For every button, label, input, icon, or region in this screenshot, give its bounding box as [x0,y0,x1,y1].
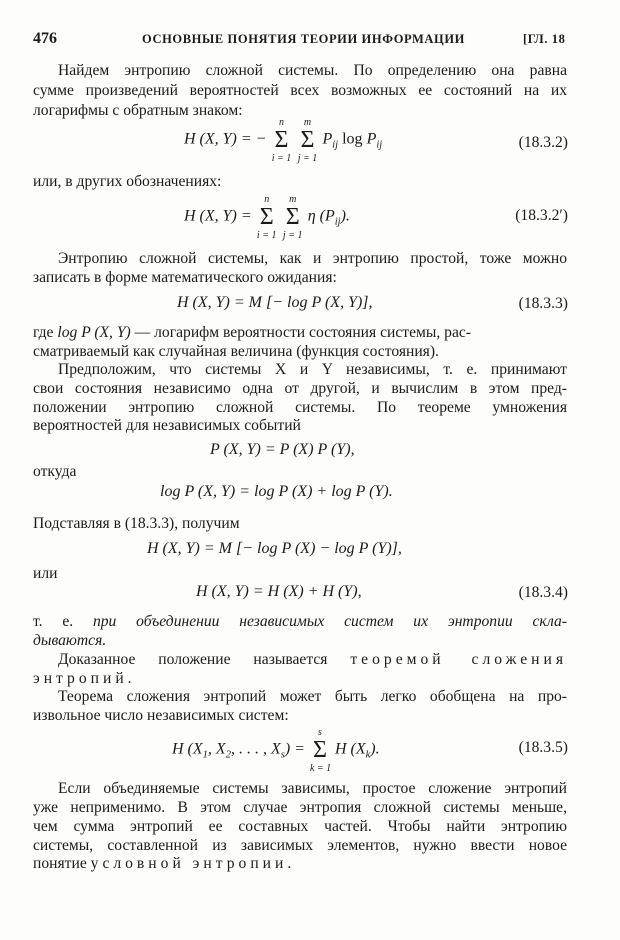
paragraph-12-line-4: системы, составленной из зависимых элементов, нужно ввести новое [33,837,567,854]
equation-18-3-5: H ($X_1$, $X_2$, . . . , $X_s$) = s Σ k = 1 H $(X_k)$. [172,727,380,774]
paragraph-5-line-1: Предположим, что системы X и Y независимы, т. е. принимают [58,361,567,378]
equation-18-3-4: H (X, Y) = H (X) + H (Y), [196,583,362,600]
paragraph-4-line-2: сматриваемый как случайная величина (функция состояния). [33,343,439,360]
running-title: ОСНОВНЫЕ ПОНЯТИЯ ТЕОРИИ ИНФОРМАЦИИ [142,32,466,46]
paragraph-2-line-1: или, в других обозначениях: [33,173,222,190]
paragraph-12-line-1: Если объединяемые системы зависимы, простое сложение энтропий [58,780,567,797]
paragraph-9-line-2: дываются. [33,632,107,649]
paragraph-4-line-1: где log P (X, Y) — логарифм вероятности состояния системы, рас- [33,324,471,341]
equation-18-3-2: H (X, Y) = − n Σ i = 1 m Σ j = 1 $P_{ij}$ $\log P_{ij}$ [184,117,383,164]
paragraph-5-line-3: положении энтропию сложной системы. По теореме умножения [33,399,567,416]
equation-number-18-3-4: (18.3.4) [518,584,568,601]
paragraph-9-line-1: т. е. при объединении независимых систем их энтропии скла- [33,613,567,630]
paragraph-6-line-1: откуда [33,463,77,480]
log-p-expression: log P (X, Y) [57,324,131,341]
equation-18-3-3: H (X, Y) = M [− log P (X, Y)], [177,294,373,311]
paragraph-12-line-5: понятие условной энтропии. [33,855,296,872]
paragraph-1-line-2: сумме произведений вероятностей всех возможных ее состояний на их [33,82,567,99]
eq1-sum-j: m Σ j = 1 [297,117,318,164]
paragraph-5-line-4: вероятностей для независимых событий [33,417,301,434]
paragraph-12-line-2: уже неприменимо. В этом случае энтропия сложной системы меньше, [33,799,567,816]
chapter-label: [ГЛ. 18 [523,32,566,46]
equation-number-18-3-3: (18.3.3) [518,295,568,312]
paragraph-10-line-1: Доказанное положение называется теоремой сложения [58,651,567,668]
paragraph-7-line-1: Подставляя в (18.3.3), получим [33,515,240,532]
equation-expectation: H (X, Y) = M [− log P (X) − log P (Y)], [147,540,402,557]
conditional-entropy-term: условной энтропии. [90,855,296,872]
equation-number-18-3-2-prime: (18.3.2′) [515,207,568,224]
equation-product-rule: P (X, Y) = P (X) P (Y), [210,441,355,458]
page-number: 476 [33,30,57,47]
paragraph-3-line-2: записать в форме математического ожидания: [33,269,337,286]
paragraph-1-line-3: логарифмы с обратным знаком: [33,102,243,119]
paragraph-11-line-1: Теорема сложения энтропий может быть легко обобщена на про- [58,688,567,705]
eq2-sum-j: m Σ j = 1 [282,194,303,241]
paragraph-1-line-1: Найдем энтропию сложной системы. По определению она равна [58,62,567,79]
eq8-sum-k: s Σ k = 1 [309,727,332,774]
eq1-sum-i: n Σ i = 1 [271,117,292,164]
eq1-log: log [342,130,363,148]
equation-number-18-3-5: (18.3.5) [518,739,568,756]
eq1-term-p: P [322,130,333,148]
paragraph-5-line-2: свои состояния независимо одна от другой, и вычислим в этом пред- [33,380,567,397]
equation-18-3-2-prime: H (X, Y) = n Σ i = 1 m Σ j = 1 η $(P_{ij})$. [184,194,350,241]
equation-number-18-3-2: (18.3.2) [518,134,568,151]
paragraph-11-line-2: извольное число независимых систем: [33,707,289,724]
eq2-sum-i: n Σ i = 1 [256,194,277,241]
theorem-name: теоремой сложения [350,651,567,668]
paragraph-10-line-2: энтропий. [33,670,136,687]
equation-log-sum: log P (X, Y) = log P (X) + log P (Y). [160,483,393,500]
paragraph-8-line-1: или [33,565,58,582]
eq1-lhs: H (X, Y) = − [184,130,267,148]
paragraph-3-line-1: Энтропию сложной системы, как и энтропию простой, тоже можно [58,250,567,267]
paragraph-12-line-3: чем сумма энтропий ее составных частей. Чтобы найти энтропию [33,818,567,835]
